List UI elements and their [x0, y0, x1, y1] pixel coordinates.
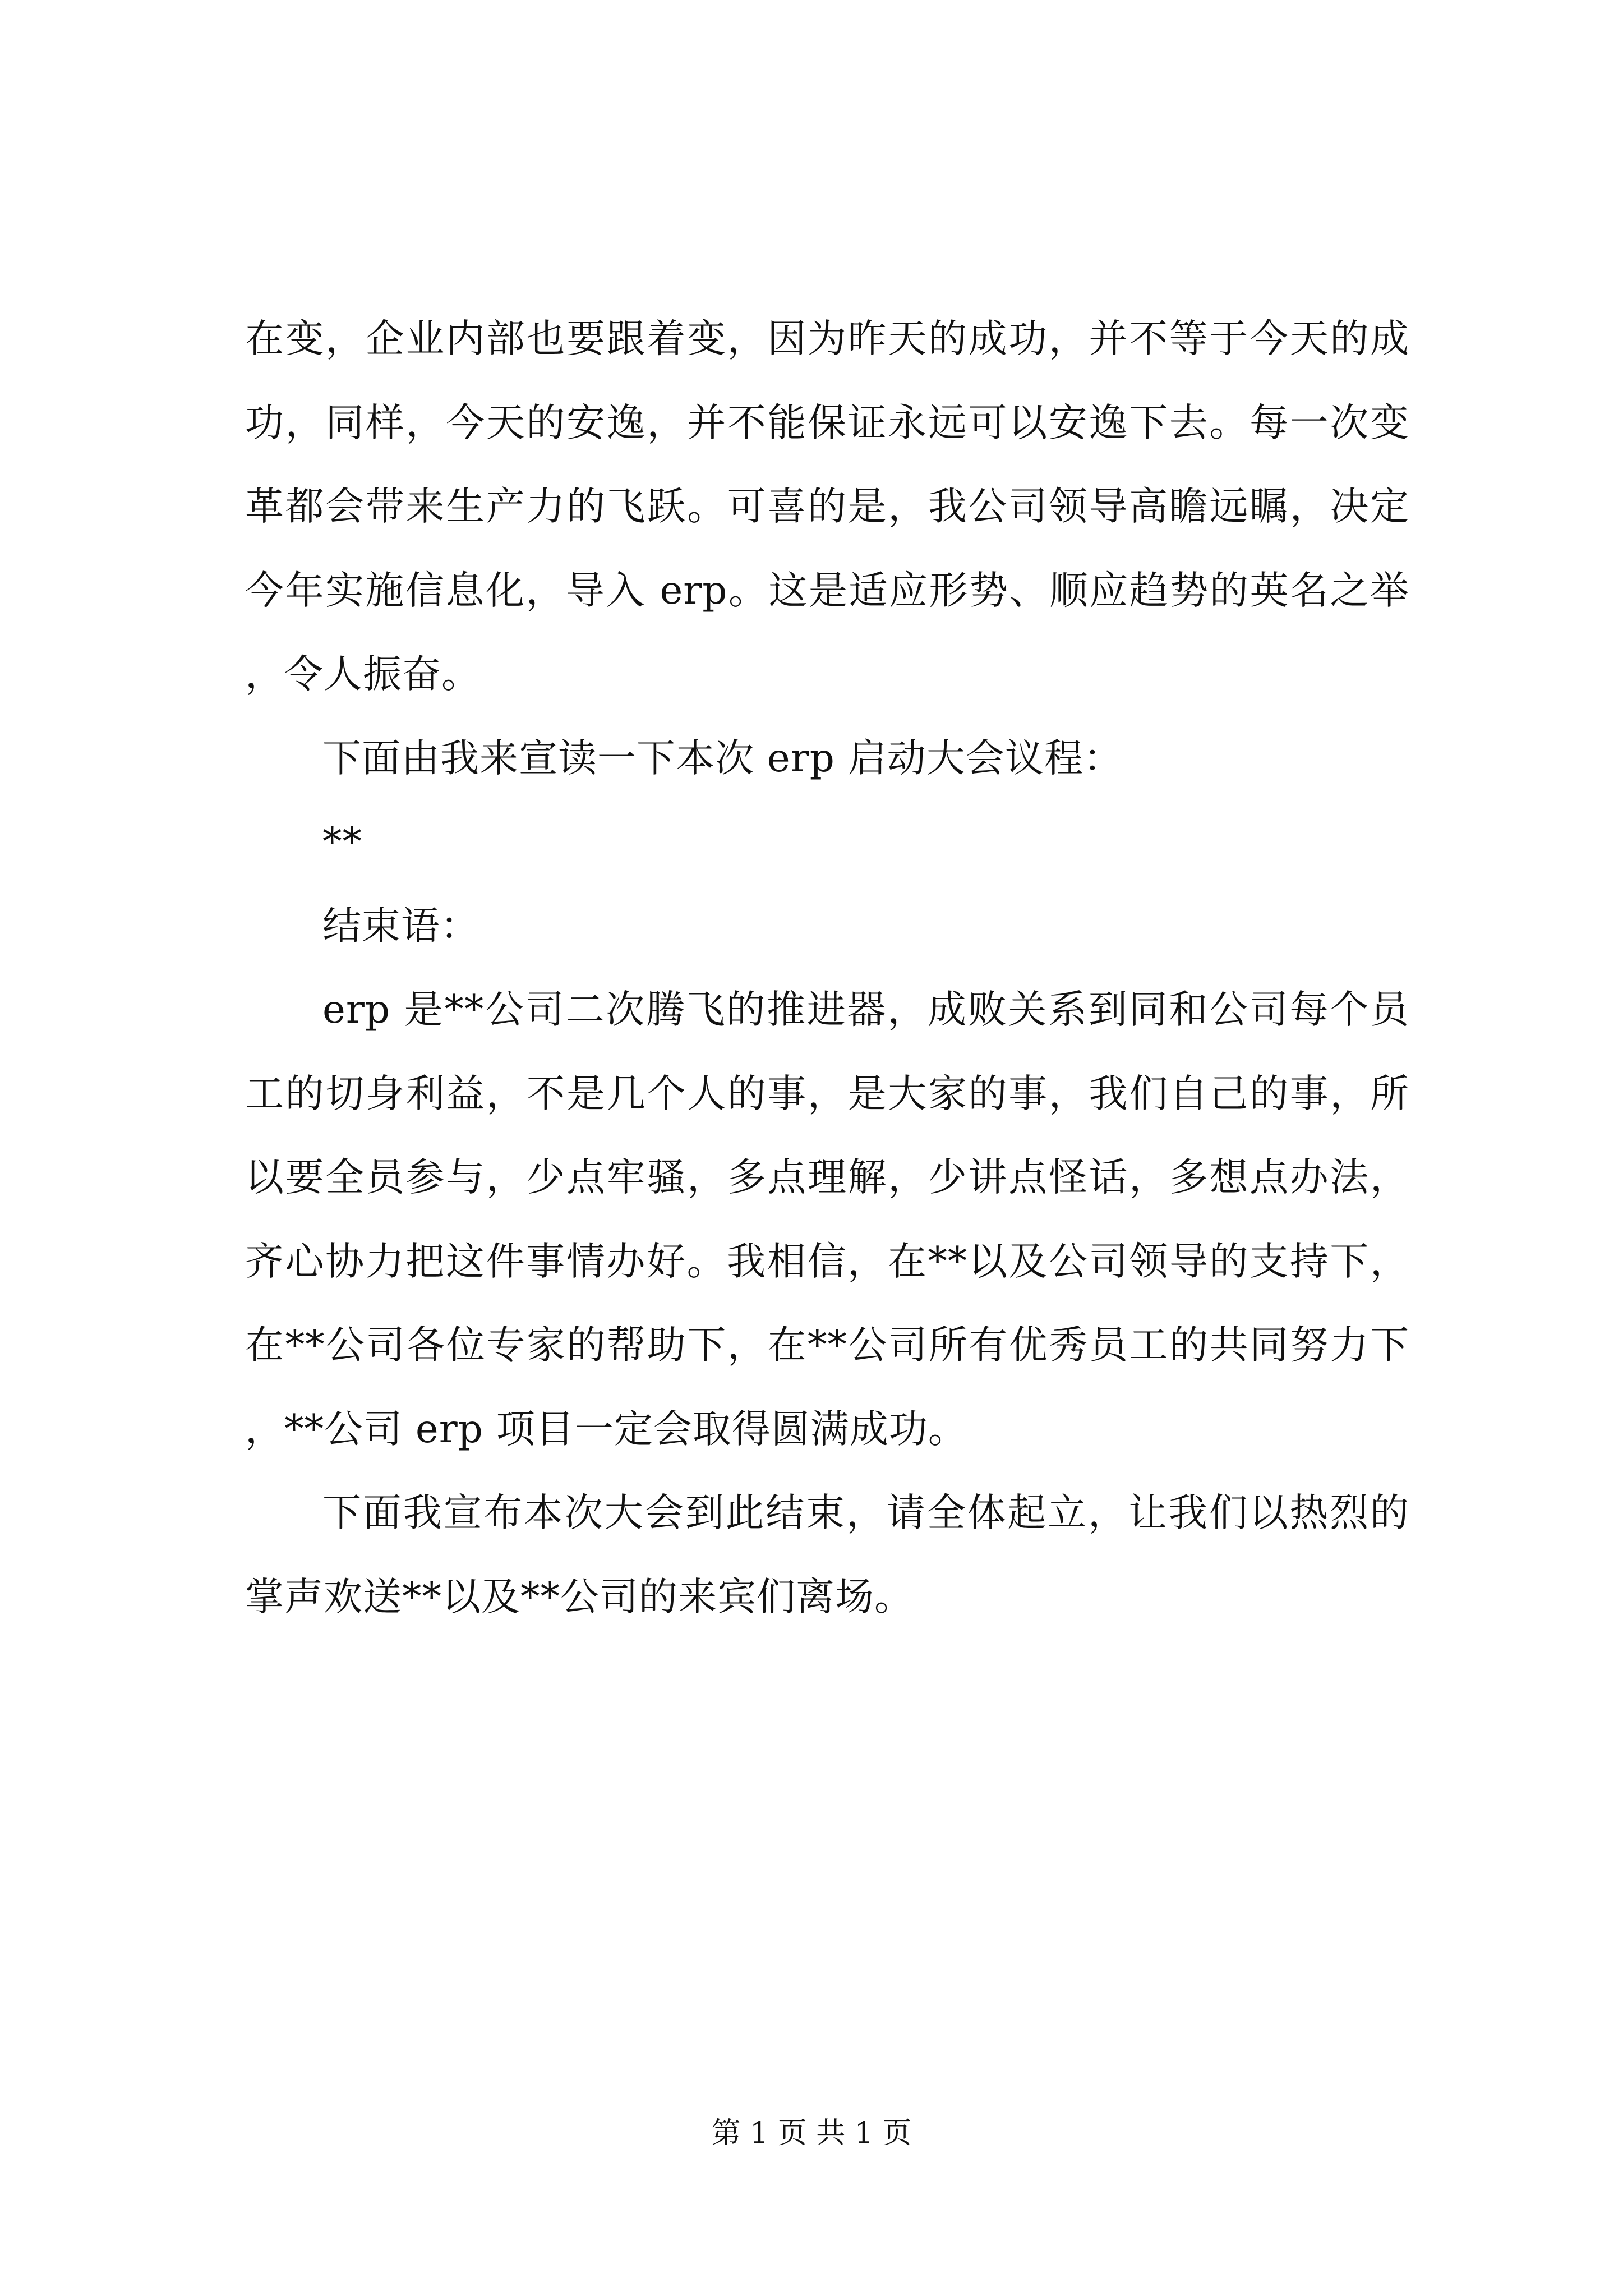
paragraph-final-announcement: 下面我宣布本次大会到此结束，请全体起立，让我们以热烈的掌声欢送**以及**公司的来宾们离场。 — [245, 1490, 1409, 1619]
paragraph-closing-remarks: erp 是**公司二次腾飞的推进器，成败关系到同和公司每个员工的切身利益，不是几个人的事，是大家的事，我们自己的事，所以要全员参与，少点牢骚，多点理解，少讲点怪话，多想点办法，齐心协力把这件事情办好。我相信，在**以及公司领导的支持下，在**公司各位专家的帮助下，在**公司所有优秀员工的共同努力下，**公司 erp 项目一定会取得圆满成功。 — [245, 987, 1409, 1452]
page-footer: 第 1 页 共 1 页 — [711, 2116, 912, 2150]
document-body — [245, 297, 1409, 1639]
paragraph-placeholder: ** — [322, 820, 362, 864]
paragraph-agenda-intro: 下面由我来宣读一下本次 erp 启动大会议程： — [322, 735, 1123, 781]
paragraph-closing-heading: 结束语： — [322, 903, 479, 949]
paragraph-continuation: 在变，企业内部也要跟着变，因为昨天的成功，并不等于今天的成功，同样，今天的安逸，并不能保证永远可以安逸下去。每一次变革都会带来生产力的飞跃。可喜的是，我公司领导高瞻远瞩，决定今年实施信息化，导入 erp。这是适应形势、顺应趋势的英名之举，令人振奋。 — [245, 316, 1409, 697]
